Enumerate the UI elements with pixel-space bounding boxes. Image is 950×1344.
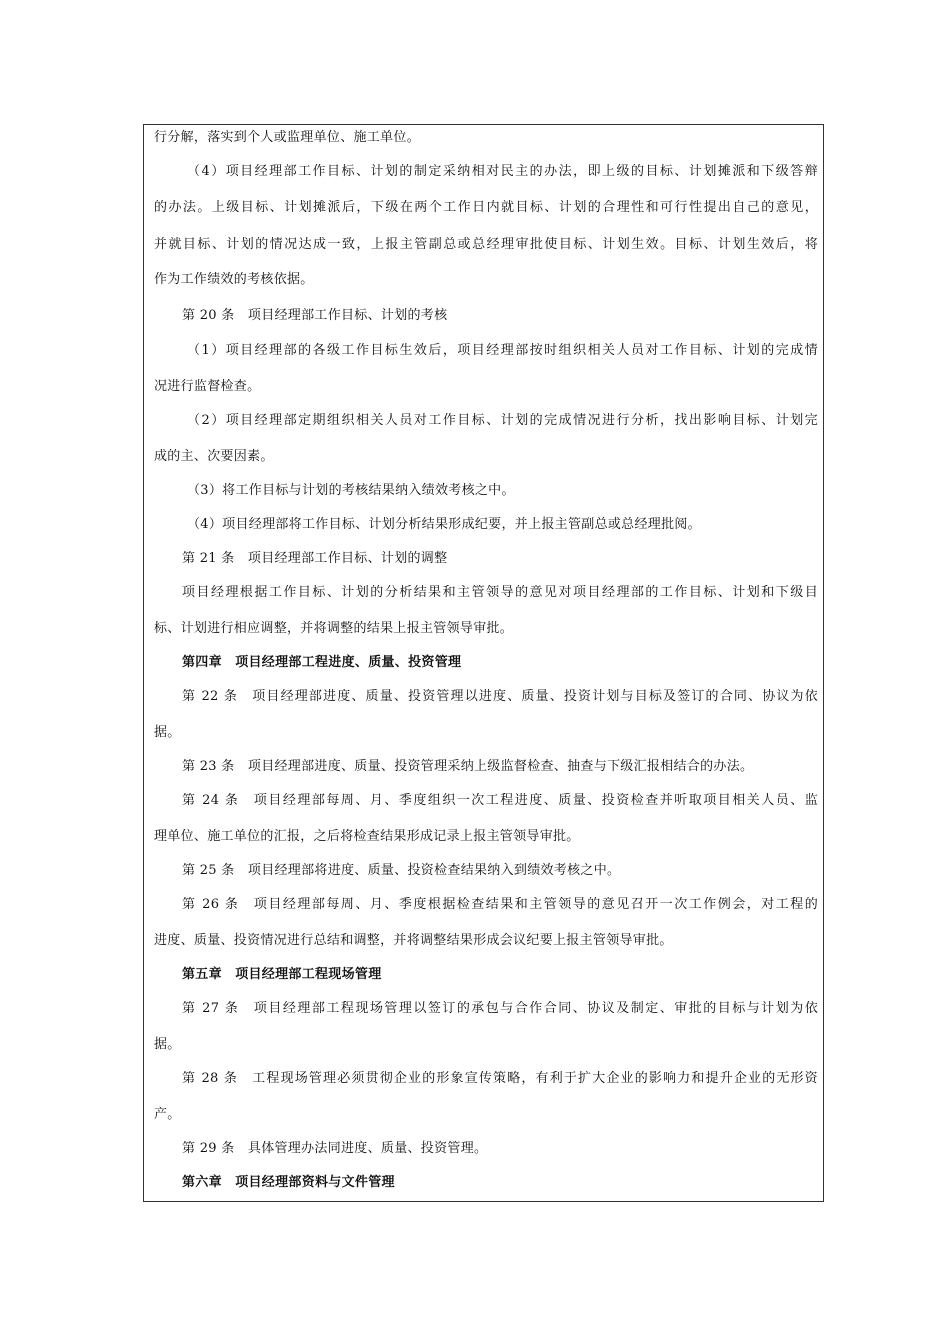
paragraph-line: 据。 xyxy=(154,1037,181,1052)
paragraph-line: （3）将工作目标与计划的考核结果纳入绩效考核之中。 xyxy=(187,483,515,498)
chapter-heading: 第五章 项目经理部工程现场管理 xyxy=(182,967,382,982)
paragraph-line: 标、计划进行相应调整，并将调整的结果上报主管领导审批。 xyxy=(154,621,514,636)
paragraph-line: 第 29 条 具体管理办法同进度、质量、投资管理。 xyxy=(182,1141,488,1156)
paragraph-line: 第 22 条 项目经理部进度、质量、投资管理以进度、质量、投资计划与目标及签订的合同、协议为依 xyxy=(182,689,818,704)
paragraph-line: 据。 xyxy=(154,725,181,740)
chapter-heading: 第六章 项目经理部资料与文件管理 xyxy=(182,1175,395,1190)
paragraph-line: 项目经理根据工作目标、计划的分析结果和主管领导的意见对项目经理部的工作目标、计划和下级目 xyxy=(182,585,818,600)
paragraph-line: （4）项目经理部将工作目标、计划分析结果形成纪要，并上报主管副总或总经理批阅。 xyxy=(187,517,701,532)
paragraph-line: 第 25 条 项目经理部将进度、质量、投资检查结果纳入到绩效考核之中。 xyxy=(182,863,621,878)
paragraph-line: 况进行监督检查。 xyxy=(154,379,261,394)
paragraph-line: 第 28 条 工程现场管理必须贯彻企业的形象宣传策略，有利于扩大企业的影响力和提升企业的无形资 xyxy=(182,1071,818,1086)
paragraph-line: 作为工作绩效的考核依据。 xyxy=(154,272,314,287)
paragraph-line: 的办法。上级目标、计划摊派后，下级在两个工作日内就目标、计划的合理性和可行性提出自己的意见， xyxy=(154,200,818,215)
paragraph-line: 第 27 条 项目经理部工程现场管理以签订的承包与合作合同、协议及制定、审批的目标与计划为依 xyxy=(182,1001,818,1016)
chapter-heading: 第四章 项目经理部工程进度、质量、投资管理 xyxy=(182,655,462,670)
paragraph-line: （2）项目经理部定期组织相关人员对工作目标、计划的完成情况进行分析，找出影响目标、计划完 xyxy=(187,413,818,428)
paragraph-line: 第 24 条 项目经理部每周、月、季度组织一次工程进度、质量、投资检查并听取项目相关人员、监 xyxy=(182,793,818,808)
paragraph-line: 行分解，落实到个人或监理单位、施工单位。 xyxy=(154,130,421,145)
article-heading: 第 20 条 项目经理部工作目标、计划的考核 xyxy=(182,308,448,323)
paragraph-line: 成的主、次要因素。 xyxy=(154,449,274,464)
paragraph-line: （1）项目经理部的各级工作目标生效后，项目经理部按时组织相关人员对工作目标、计划的完成情 xyxy=(187,343,818,358)
paragraph-line: 并就目标、计划的情况达成一致，上报主管副总或总经理审批使目标、计划生效。目标、计划生效后，将 xyxy=(154,237,818,252)
paragraph-line: 第 23 条 项目经理部进度、质量、投资管理采纳上级监督检查、抽查与下级汇报相结合的办法。 xyxy=(182,759,754,774)
paragraph-line: 理单位、施工单位的汇报，之后将检查结果形成记录上报主管领导审批。 xyxy=(154,829,580,844)
paragraph-line: 第 26 条 项目经理部每周、月、季度根据检查结果和主管领导的意见召开一次工作例会，对工程的 xyxy=(182,897,818,912)
paragraph-line: （4）项目经理部工作目标、计划的制定采纳相对民主的办法，即上级的目标、计划摊派和下级答辩 xyxy=(187,164,818,179)
paragraph-line: 进度、质量、投资情况进行总结和调整，并将调整结果形成会议纪要上报主管领导审批。 xyxy=(154,933,673,948)
paragraph-line: 产。 xyxy=(154,1107,181,1122)
article-heading: 第 21 条 项目经理部工作目标、计划的调整 xyxy=(182,551,448,566)
